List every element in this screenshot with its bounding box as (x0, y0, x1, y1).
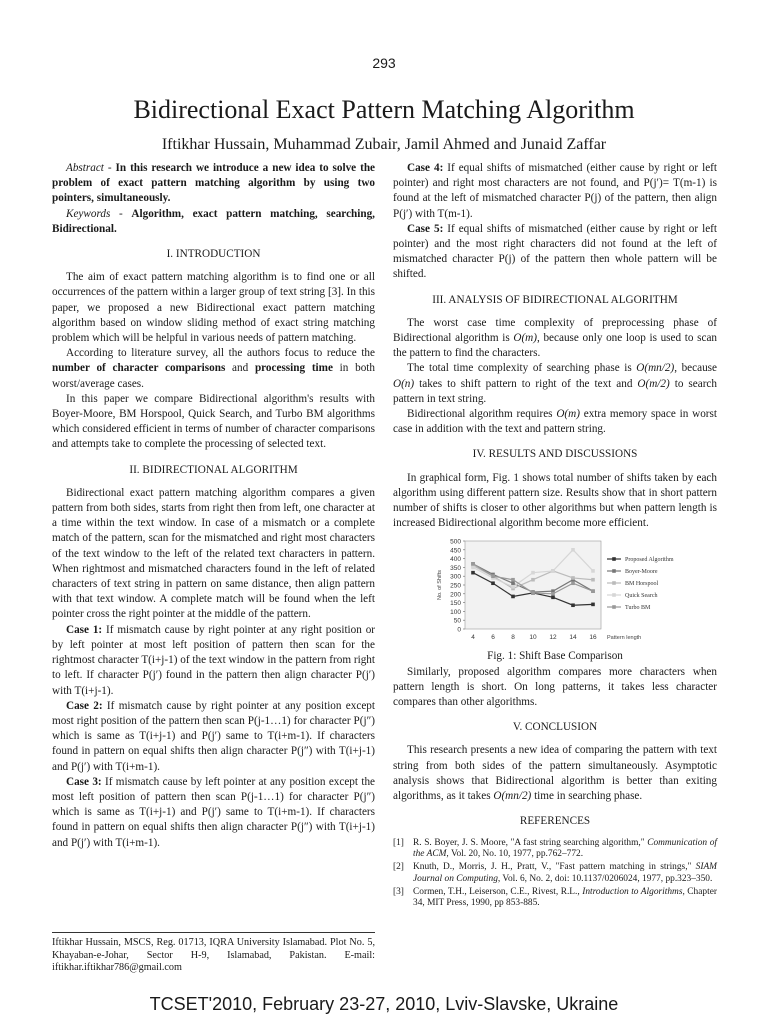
case-3: Case 3: If mismatch cause by left pointer at any position except the most left position of pattern then scan P(j-1…1) for character P(j″) which is same as T(i+j-1) and P(j′) same to T(i+m-1). If characters found in pattern on equal shifts then align character P(j″) with T(i+j-1) and P(j′) with T(i+m-1). (52, 775, 376, 849)
analysis-paragraph-2: The total time complexity of searching phase is O(mn/2), because O(n) takes to shift pattern to right of the text and O(m/2) to search pattern in text string. (393, 362, 717, 405)
section-heading-bidirectional: II. BIDIRECTIONAL ALGORITHM (129, 463, 298, 476)
keywords: Keywords - Algorithm, exact pattern matching, searching, Bidirectional. (52, 207, 375, 235)
reference-item: [2] Knuth, D., Morris, J. H., Pratt, V., "Fast pattern matching in strings," SIAM Journal on Computing, Vol. 6, No. 2, doi: 10.1137/0206024, 1977, pp.323–350. (393, 862, 717, 884)
y-tick-label: 150 (450, 600, 461, 608)
data-point (591, 570, 595, 574)
paper-authors: Iftikhar Hussain, Muhammad Zubair, Jamil Ahmed and Junaid Zaffar (161, 136, 607, 153)
data-point (591, 590, 595, 594)
reference-item: [1] R. S. Boyer, J. S. Moore, "A fast string searching algorithm," Communication of the ACM, Vol. 20, No. 10, 1977, pp.762–772. (393, 837, 718, 860)
x-tick-label: 14 (569, 634, 577, 642)
data-point (591, 578, 595, 582)
case-5: Case 5: If equal shifts of mismatched (either cause by right or left pointer) and the most right characters did not found at the left of mismatched character P(j) of the pattern then whole pattern will be shifted. (393, 222, 717, 281)
reference-item: [3] Cormen, T.H., Leiserson, C.E., Rivest, R.L., Introduction to Algorithms, Chapter 34, MIT Press, 1990, pp 853-885. (393, 886, 717, 909)
intro-paragraph-3: In this paper we compare Bidirectional algorithm's results with Boyer-Moore, BM Horspool, Quick Search, and Turbo BM algorithms which considered efficient in terms of number of character comparisons and attempts take to complete the processing of selected text. (52, 392, 375, 451)
y-axis-label: No. of Shifts (437, 570, 443, 601)
data-point (471, 571, 475, 575)
y-tick-label: 0 (457, 626, 461, 634)
results-paragraph-1: In graphical form, Fig. 1 shows total number of shifts taken by each algorithm using different pattern size. Results show that in short pattern number of shifts is closer to other algorithms but when pattern length is increased Bidirectional algorithm become more efficient. (393, 471, 717, 530)
page-number: 293 (372, 55, 396, 71)
conclusion-paragraph: This research presents a new idea of comparing the pattern with text string from both sides of the pattern simultaneously. Asymptotic analysis shows that Bidirectional algorithm is better than exiting algorithms, as it takes O(mn/2) time in searching phase. (393, 744, 717, 803)
legend-marker (612, 582, 616, 586)
legend-marker (612, 594, 616, 598)
abstract: Abstract - In this research we introduce a new idea to solve the problem of exact pattern matching algorithm by using two pointers, simultaneously. (52, 162, 376, 205)
conference-footer: TCSET'2010, February 23-27, 2010, Lviv-Slavske, Ukraine (149, 994, 619, 1014)
results-paragraph-2: Similarly, proposed algorithm compares more characters when pattern length is short. On long patterns, it takes less character compares than other algorithms. (393, 665, 717, 709)
reference-list (393, 838, 717, 911)
data-point (531, 592, 535, 596)
legend-label: Quick Search (625, 593, 658, 600)
data-point (491, 582, 495, 586)
data-point (571, 582, 575, 586)
intro-paragraph-1: The aim of exact pattern matching algorithm is to find one or all occurrences of the pattern within a larger group of text string [3]. In this paper, we proposed a new Bidirectional exact pattern matching algorithm based on window sliding method of exact string matching problem which will be helpful in various needs of pattern matching. (52, 271, 375, 345)
x-tick-label: 8 (511, 634, 515, 642)
case-1: Case 1: If mismatch cause by right pointer at any right position or by left pointer at most left position of pattern then scan for the rightmost character T(i+j-1) of the text window in the pattern from right to left. If character P(j′) found in the pattern then align character P(j′) with T(i+j-1). (52, 623, 376, 697)
bidir-paragraph-1: Bidirectional exact pattern matching algorithm compares a given pattern from both sides, starts from right then from left, one character at a time within the text window. In case of a mismatch or a complete match of the pattern, scan for the mismatched and right most characters of the text window to the left of the related text characters in pattern. When rightmost and mismatched characters found in the left of related characters of text string in pattern on same distance, then align pattern with that text window. A complete match will be found when the left pointer cross the right pointer at the middle of the pattern. (52, 486, 375, 621)
data-point (551, 570, 555, 574)
section-heading-intro: I. INTRODUCTION (166, 248, 261, 261)
shift-comparison-chart (393, 535, 717, 647)
case-4: Case 4: If equal shifts of mismatched (either cause by right or left pointer) and right most characters are not found, and P(j′)= T(m-1) is found at the left of mismatched character P(j) of the pattern, then align P(j′) with T(m-1). (393, 162, 717, 220)
x-tick-label: 10 (529, 634, 537, 642)
legend-label: Proposed Algorithm (625, 557, 674, 564)
data-point (511, 595, 515, 599)
data-point (471, 563, 475, 567)
y-tick-label: 500 (450, 538, 461, 546)
data-point (491, 575, 495, 579)
y-tick-label: 100 (450, 609, 461, 617)
x-tick-label: 4 (471, 634, 475, 642)
figure-caption: Fig. 1: Shift Base Comparison (487, 650, 623, 663)
data-point (571, 577, 575, 581)
x-tick-label: 6 (491, 634, 495, 642)
left-column (52, 161, 375, 851)
legend-marker (612, 606, 616, 610)
data-point (511, 578, 515, 582)
case-2: Case 2: If mismatch cause by right pointer at any position except most right position of the pattern then scan P(j-1…1) for character P(j″) which is same as T(i+j-1) and P(j′) same to T(i+m-1). If characters found in pattern on equal shifts then align character P(j″) with T(i+j-1) and P(j′) with T(i+m-1). (52, 699, 375, 773)
y-tick-label: 400 (450, 556, 461, 564)
legend-marker (612, 570, 616, 574)
x-tick-label: 12 (549, 634, 557, 642)
y-tick-label: 450 (450, 547, 461, 555)
author-footnote: Iftikhar Hussain, MSCS, Reg. 01713, IQRA University Islamabad. Plot No. 5, Khayaban-e-Johar, Sector H-9, Islamabad, Pakistan. E-mail: iftikhar.iftikhar786@gmail.com (52, 932, 375, 975)
x-tick-label: 16 (589, 634, 597, 642)
y-tick-label: 50 (453, 618, 461, 626)
data-point (551, 596, 555, 600)
section-heading-references: REFERENCES (519, 815, 591, 828)
section-heading-analysis: III. ANALYSIS OF BIDIRECTIONAL ALGORITHM (432, 293, 678, 306)
legend-label: Boyer-Moore (625, 569, 658, 576)
data-point (571, 604, 575, 608)
y-tick-label: 350 (450, 565, 461, 573)
data-point (511, 582, 515, 586)
data-point (571, 548, 575, 552)
plot-area (465, 541, 601, 629)
data-point (551, 592, 555, 596)
y-tick-label: 200 (450, 591, 461, 599)
intro-paragraph-2: According to literature survey, all the authors focus to reduce the number of character comparisons and processing time in both worst/average cases. (52, 347, 376, 390)
analysis-paragraph-3: Bidirectional algorithm requires O(m) extra memory space in worst case in addition with the text and pattern string. (393, 408, 717, 436)
y-tick-label: 250 (450, 582, 461, 590)
data-point (591, 603, 595, 607)
legend-label: BM Horspool (625, 581, 659, 588)
data-point (531, 578, 535, 582)
data-point (471, 566, 475, 570)
legend-label: Turbo BM (625, 605, 651, 612)
data-point (531, 571, 535, 575)
section-heading-conclusion: V. CONCLUSION (512, 721, 598, 734)
section-heading-results: IV. RESULTS AND DISCUSSIONS (472, 448, 638, 461)
data-point (511, 585, 515, 589)
right-column (393, 161, 717, 911)
y-tick-label: 300 (450, 574, 461, 582)
legend-marker (612, 558, 616, 562)
analysis-paragraph-1: The worst case time complexity of preprocessing phase of Bidirectional algorithm is O(m), because only one loop is used to scan the pattern to find the characters. (393, 316, 717, 360)
paper-title: Bidirectional Exact Pattern Matching Algorithm (133, 95, 635, 124)
x-axis-label: Pattern length (607, 635, 642, 642)
